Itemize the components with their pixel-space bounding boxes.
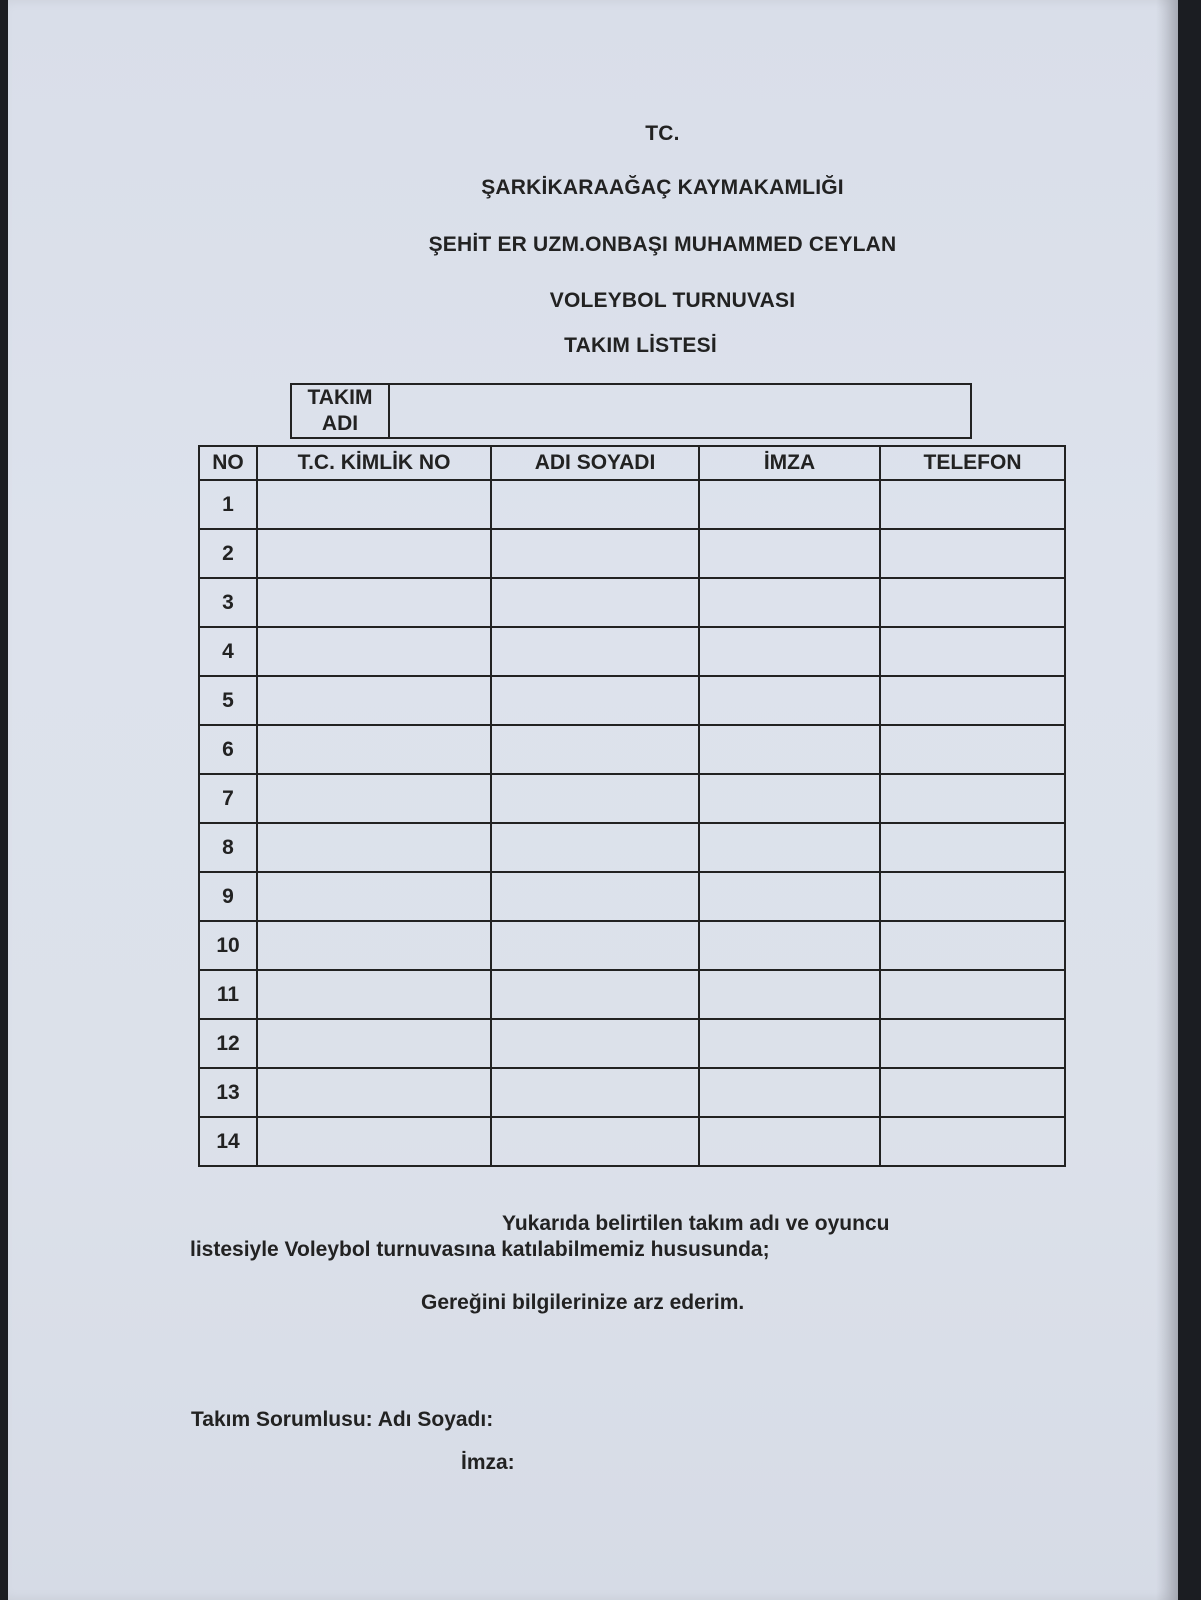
signature-cell[interactable] [699, 676, 880, 725]
tc-id-cell[interactable] [257, 578, 491, 627]
signature-cell[interactable] [699, 1117, 880, 1166]
phone-cell[interactable] [880, 823, 1065, 872]
header-line-1: TC. [645, 122, 680, 145]
name-cell[interactable] [491, 774, 699, 823]
signature-cell[interactable] [699, 627, 880, 676]
tc-id-cell[interactable] [257, 627, 491, 676]
signature-cell[interactable] [699, 970, 880, 1019]
tc-id-cell[interactable] [257, 1117, 491, 1166]
signature-cell[interactable] [699, 529, 880, 578]
tc-id-cell[interactable] [257, 1068, 491, 1117]
table-row [199, 1019, 1065, 1068]
header-line-5: TAKIM LİSTESİ [564, 334, 717, 357]
tc-id-cell[interactable] [257, 970, 491, 1019]
phone-cell[interactable] [880, 872, 1065, 921]
row-number: 6 [199, 725, 257, 774]
team-label-line1: TAKIM [307, 386, 373, 409]
roster-table [198, 445, 1066, 1167]
tc-id-cell[interactable] [257, 823, 491, 872]
tc-id-cell[interactable] [257, 676, 491, 725]
responsible-label: Takım Sorumlusu: Adı Soyadı: [191, 1408, 494, 1431]
name-cell[interactable] [491, 1019, 699, 1068]
signature-cell[interactable] [699, 578, 880, 627]
phone-cell[interactable] [880, 1068, 1065, 1117]
table-row [199, 823, 1065, 872]
team-name-field[interactable] [390, 385, 970, 437]
signature-cell[interactable] [699, 921, 880, 970]
table-row [199, 1068, 1065, 1117]
table-row [199, 578, 1065, 627]
signature-cell[interactable] [699, 725, 880, 774]
name-cell[interactable] [491, 578, 699, 627]
tc-id-cell[interactable] [257, 872, 491, 921]
phone-cell[interactable] [880, 774, 1065, 823]
phone-cell[interactable] [880, 529, 1065, 578]
signature-cell[interactable] [699, 480, 880, 529]
name-cell[interactable] [491, 676, 699, 725]
phone-cell[interactable] [880, 921, 1065, 970]
phone-cell[interactable] [880, 1117, 1065, 1166]
table-row [199, 725, 1065, 774]
row-number: 13 [199, 1068, 257, 1117]
row-number: 7 [199, 774, 257, 823]
name-cell[interactable] [491, 1068, 699, 1117]
table-row [199, 1117, 1065, 1166]
tc-id-cell[interactable] [257, 725, 491, 774]
name-cell[interactable] [491, 725, 699, 774]
header-line-3: ŞEHİT ER UZM.ONBAŞI MUHAMMED CEYLAN [428, 233, 897, 256]
signature-cell[interactable] [699, 872, 880, 921]
header-line-2: ŞARKİKARAAĞAÇ KAYMAKAMLIĞI [481, 176, 844, 199]
name-cell[interactable] [491, 921, 699, 970]
row-number: 14 [199, 1117, 257, 1166]
tc-id-cell[interactable] [257, 774, 491, 823]
team-label-line2: ADI [321, 412, 359, 435]
name-cell[interactable] [491, 872, 699, 921]
column-header-no: NO [199, 446, 257, 480]
table-row [199, 627, 1065, 676]
signature-cell[interactable] [699, 1068, 880, 1117]
tc-id-cell[interactable] [257, 921, 491, 970]
phone-cell[interactable] [880, 1019, 1065, 1068]
name-cell[interactable] [491, 823, 699, 872]
name-cell[interactable] [491, 480, 699, 529]
name-cell[interactable] [491, 1117, 699, 1166]
phone-cell[interactable] [880, 627, 1065, 676]
phone-cell[interactable] [880, 480, 1065, 529]
column-header-name: ADI SOYADI [491, 446, 699, 480]
row-number: 1 [199, 480, 257, 529]
row-number: 5 [199, 676, 257, 725]
table-row [199, 529, 1065, 578]
name-cell[interactable] [491, 529, 699, 578]
closing-line: Gereğini bilgilerinize arz ederim. [421, 1291, 745, 1314]
row-number: 9 [199, 872, 257, 921]
phone-cell[interactable] [880, 578, 1065, 627]
signature-cell[interactable] [699, 774, 880, 823]
name-cell[interactable] [491, 970, 699, 1019]
tc-id-cell[interactable] [257, 480, 491, 529]
row-number: 2 [199, 529, 257, 578]
phone-cell[interactable] [880, 970, 1065, 1019]
phone-cell[interactable] [880, 725, 1065, 774]
row-number: 8 [199, 823, 257, 872]
signature-label: İmza: [461, 1451, 515, 1474]
signature-cell[interactable] [699, 823, 880, 872]
column-header-phone: TELEFON [880, 446, 1065, 480]
phone-cell[interactable] [880, 676, 1065, 725]
table-row [199, 921, 1065, 970]
table-row [199, 872, 1065, 921]
tc-id-cell[interactable] [257, 529, 491, 578]
paragraph-line-1: Yukarıda belirtilen takım adı ve oyuncu [502, 1212, 890, 1235]
row-number: 10 [199, 921, 257, 970]
table-row [199, 676, 1065, 725]
header-line-4: VOLEYBOL TURNUVASI [549, 289, 796, 312]
team-name-label [292, 385, 390, 437]
name-cell[interactable] [491, 627, 699, 676]
table-row [199, 774, 1065, 823]
row-number: 12 [199, 1019, 257, 1068]
signature-cell[interactable] [699, 1019, 880, 1068]
team-name-box [290, 383, 972, 439]
row-number: 3 [199, 578, 257, 627]
column-header-signature: İMZA [699, 446, 880, 480]
roster-header-row [199, 446, 1065, 480]
table-row [199, 480, 1065, 529]
row-number: 11 [199, 970, 257, 1019]
row-number: 4 [199, 627, 257, 676]
column-header-tc-id: T.C. KİMLİK NO [257, 446, 491, 480]
paragraph-line-2: listesiyle Voleybol turnuvasına katılabilmemiz hususunda; [190, 1238, 770, 1261]
tc-id-cell[interactable] [257, 1019, 491, 1068]
table-row [199, 970, 1065, 1019]
